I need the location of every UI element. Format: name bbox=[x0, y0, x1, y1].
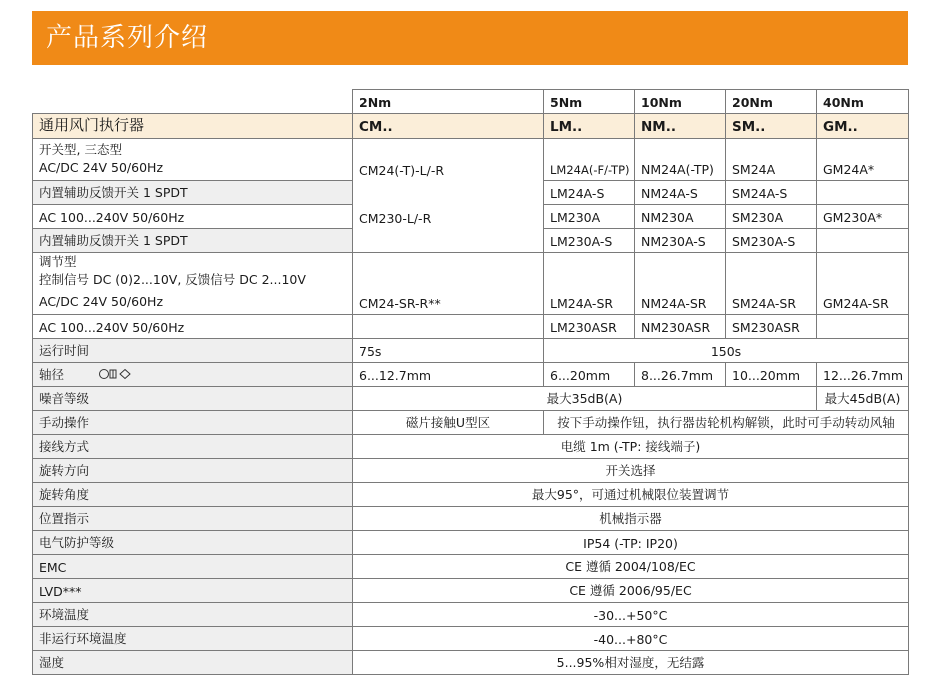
title-banner bbox=[32, 11, 908, 65]
storage-row bbox=[33, 627, 909, 651]
series-lm: LM.. bbox=[544, 114, 635, 139]
position-label: 位置指示 bbox=[33, 507, 353, 531]
emc-value: CE 遵循 2004/108/EC bbox=[353, 555, 909, 579]
onoff-230v-label: AC 100...240V 50/60Hz bbox=[33, 205, 353, 229]
shaft-sm: 10...20mm bbox=[726, 363, 817, 387]
emc-label: EMC bbox=[33, 555, 353, 579]
onoff-230v-spdt-sm: SM230A-S bbox=[726, 229, 817, 253]
series-gm: GM.. bbox=[817, 114, 909, 139]
lvd-value: CE 遵循 2006/95/EC bbox=[353, 579, 909, 603]
mod-24v-sm: SM24A-SR bbox=[726, 253, 817, 315]
angle-label: 旋转角度 bbox=[33, 483, 353, 507]
onoff-24v-spdt-gm bbox=[817, 181, 909, 205]
torque-20nm: 20Nm bbox=[726, 90, 817, 114]
mod-230v-cm bbox=[353, 315, 544, 339]
mod-230v-row bbox=[33, 315, 909, 339]
run-time-others: 150s bbox=[544, 339, 909, 363]
shaft-shape-icon bbox=[98, 368, 132, 383]
emc-row bbox=[33, 555, 909, 579]
onoff-type-label: 开关型, 三态型 bbox=[39, 142, 122, 157]
onoff-230v-sm: SM230A bbox=[726, 205, 817, 229]
onoff-230v-lm: LM230A bbox=[544, 205, 635, 229]
product-spec-table bbox=[32, 89, 909, 675]
series-row bbox=[33, 114, 909, 139]
humidity-row bbox=[33, 651, 909, 675]
onoff-24v-spdt-cm bbox=[353, 181, 544, 205]
mod-24v-nm: NM24A-SR bbox=[635, 253, 726, 315]
onoff-230v-cm: CM230-L/-R bbox=[353, 205, 544, 229]
position-row bbox=[33, 507, 909, 531]
onoff-24v-lm: LM24A(-F/-TP) bbox=[544, 139, 635, 181]
wiring-row bbox=[33, 435, 909, 459]
onoff-230v-row bbox=[33, 205, 909, 229]
onoff-24v-row bbox=[33, 139, 909, 181]
position-value: 机械指示器 bbox=[353, 507, 909, 531]
noise-label: 噪音等级 bbox=[33, 387, 353, 411]
run-time-row bbox=[33, 339, 909, 363]
onoff-24v-gm: GM24A* bbox=[817, 139, 909, 181]
protection-label: 电气防护等级 bbox=[33, 531, 353, 555]
direction-row bbox=[33, 459, 909, 483]
mod-230v-label: AC 100...240V 50/60Hz bbox=[33, 315, 353, 339]
mod-24v-row bbox=[33, 253, 909, 315]
protection-value: IP54 (-TP: IP20) bbox=[353, 531, 909, 555]
onoff-230v-spdt-cm bbox=[353, 229, 544, 253]
mod-230v-lm: LM230ASR bbox=[544, 315, 635, 339]
manual-others: 按下手动操作钮，执行器齿轮机构解锁，此时可手动转动风轴 bbox=[544, 411, 909, 435]
mod-24v-lm: LM24A-SR bbox=[544, 253, 635, 315]
onoff-230v-spdt-row bbox=[33, 229, 909, 253]
mod-230v-sm: SM230ASR bbox=[726, 315, 817, 339]
lvd-row bbox=[33, 579, 909, 603]
onoff-24v-spdt-label: 内置辅助反馈开关 1 SPDT bbox=[33, 181, 353, 205]
ambient-label: 环境温度 bbox=[33, 603, 353, 627]
torque-5nm: 5Nm bbox=[544, 90, 635, 114]
onoff-24v-nm: NM24A(-TP) bbox=[635, 139, 726, 181]
onoff-230v-spdt-nm: NM230A-S bbox=[635, 229, 726, 253]
manual-cm: 磁片接触U型区 bbox=[353, 411, 544, 435]
torque-10nm: 10Nm bbox=[635, 90, 726, 114]
noise-high: 最大45dB(A) bbox=[817, 387, 909, 411]
torque-40nm: 40Nm bbox=[817, 90, 909, 114]
shaft-label: 轴径 bbox=[39, 367, 65, 382]
storage-label: 非运行环境温度 bbox=[33, 627, 353, 651]
humidity-value: 5...95%相对湿度，无结露 bbox=[353, 651, 909, 675]
mod-230v-nm: NM230ASR bbox=[635, 315, 726, 339]
onoff-230v-spdt-lm: LM230A-S bbox=[544, 229, 635, 253]
header-blank bbox=[33, 90, 353, 114]
lvd-label: LVD*** bbox=[33, 579, 353, 603]
mod-24v-cm: CM24-SR-R** bbox=[353, 253, 544, 315]
shaft-cm: 6...12.7mm bbox=[353, 363, 544, 387]
onoff-230v-nm: NM230A bbox=[635, 205, 726, 229]
protection-row bbox=[33, 531, 909, 555]
mod-24v-gm: GM24A-SR bbox=[817, 253, 909, 315]
wiring-label: 接线方式 bbox=[33, 435, 353, 459]
noise-row bbox=[33, 387, 909, 411]
ambient-row bbox=[33, 603, 909, 627]
torque-header-row bbox=[33, 90, 909, 114]
series-sm: SM.. bbox=[726, 114, 817, 139]
series-label: 通用风门执行器 bbox=[33, 114, 353, 139]
onoff-24v-label: 开关型, 三态型 AC/DC 24V 50/60Hz bbox=[33, 139, 353, 181]
manual-label: 手动操作 bbox=[33, 411, 353, 435]
shaft-row bbox=[33, 363, 909, 387]
onoff-24v-spdt-row bbox=[33, 181, 909, 205]
manual-row bbox=[33, 411, 909, 435]
mod-24v-label: 调节型 控制信号 DC (0)2...10V, 反馈信号 DC 2...10V AC/DC 24V 50/60Hz bbox=[33, 253, 353, 315]
onoff-24v-spdt-lm: LM24A-S bbox=[544, 181, 635, 205]
onoff-230v-gm: GM230A* bbox=[817, 205, 909, 229]
series-cm: CM.. bbox=[353, 114, 544, 139]
mod-230v-gm bbox=[817, 315, 909, 339]
onoff-24v-sm: SM24A bbox=[726, 139, 817, 181]
torque-2nm: 2Nm bbox=[353, 90, 544, 114]
storage-value: -40...+80°C bbox=[353, 627, 909, 651]
onoff-24v-spdt-sm: SM24A-S bbox=[726, 181, 817, 205]
shaft-lm: 6...20mm bbox=[544, 363, 635, 387]
angle-value: 最大95°，可通过机械限位装置调节 bbox=[353, 483, 909, 507]
noise-low: 最大35dB(A) bbox=[353, 387, 817, 411]
shaft-label-cell bbox=[33, 363, 353, 387]
angle-row bbox=[33, 483, 909, 507]
humidity-label: 湿度 bbox=[33, 651, 353, 675]
run-time-label: 运行时间 bbox=[33, 339, 353, 363]
direction-label: 旋转方向 bbox=[33, 459, 353, 483]
onoff-24v-spdt-nm: NM24A-S bbox=[635, 181, 726, 205]
onoff-230v-spdt-label: 内置辅助反馈开关 1 SPDT bbox=[33, 229, 353, 253]
ambient-value: -30...+50°C bbox=[353, 603, 909, 627]
mod-type-label: 调节型 bbox=[39, 254, 77, 269]
series-nm: NM.. bbox=[635, 114, 726, 139]
direction-value: 开关选择 bbox=[353, 459, 909, 483]
mod-signal-label: 控制信号 DC (0)2...10V, 反馈信号 DC 2...10V bbox=[39, 272, 306, 287]
onoff-24v-cm: CM24(-T)-L/-R bbox=[353, 139, 544, 181]
page-title: 产品系列介绍 bbox=[46, 23, 209, 53]
shaft-nm: 8...26.7mm bbox=[635, 363, 726, 387]
wiring-value: 电缆 1m (-TP: 接线端子) bbox=[353, 435, 909, 459]
onoff-230v-spdt-gm bbox=[817, 229, 909, 253]
run-time-cm: 75s bbox=[353, 339, 544, 363]
shaft-gm: 12...26.7mm bbox=[817, 363, 909, 387]
